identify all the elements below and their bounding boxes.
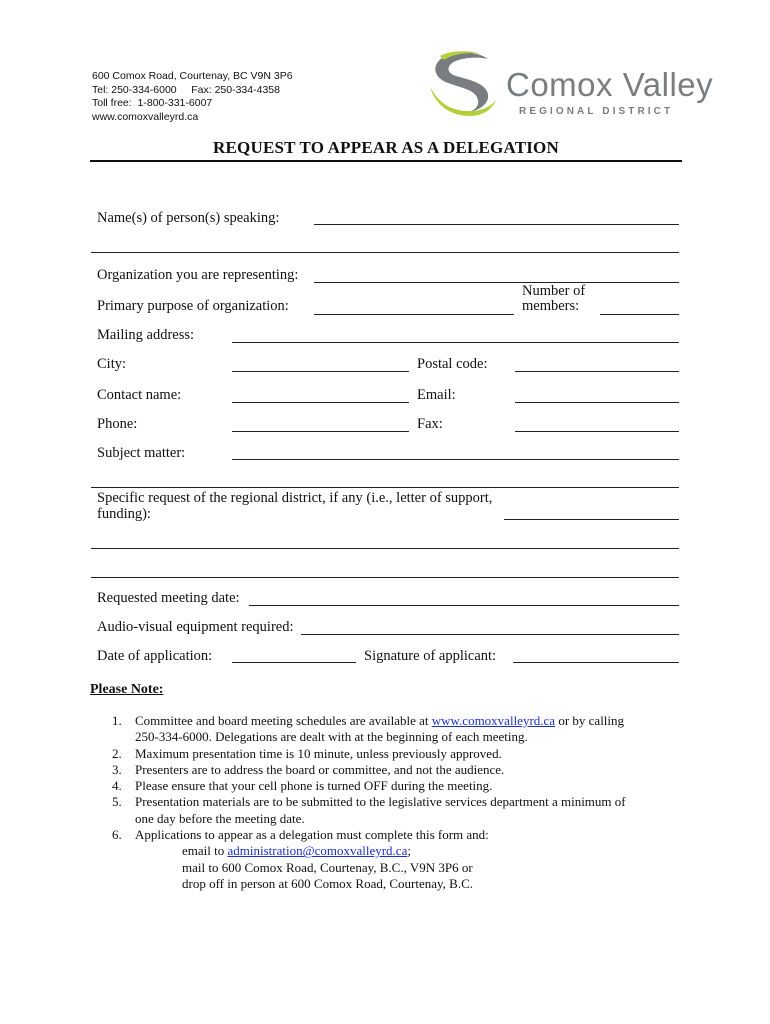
website-line: www.comoxvalleyrd.ca <box>92 110 199 123</box>
city-field[interactable] <box>232 371 409 372</box>
title-divider <box>90 160 682 162</box>
date-of-application-label: Date of application: <box>97 648 213 664</box>
note-text-line2: one day before the meeting date. <box>135 810 305 826</box>
names-speaking-label: Name(s) of person(s) speaking: <box>97 210 280 226</box>
postal-code-field[interactable] <box>515 371 679 372</box>
website-link[interactable]: www.comoxvalleyrd.ca <box>431 713 556 728</box>
specific-request-field[interactable] <box>504 519 679 520</box>
members-label: members: <box>522 298 580 314</box>
note-item <box>90 794 670 827</box>
logo-subtitle: REGIONAL DISTRICT <box>519 106 674 117</box>
admin-email-link[interactable]: administration@comoxvalleyrd.ca <box>227 843 408 859</box>
meeting-date-label: Requested meeting date: <box>97 590 240 606</box>
note-text: or by calling <box>555 713 625 728</box>
contact-name-label: Contact name: <box>97 387 182 403</box>
note-text: Applications to appear as a delegation must complete this form and: <box>135 827 489 843</box>
mailing-address-label: Mailing address: <box>97 327 195 343</box>
submit-dropoff-line: drop off in person at 600 Comox Road, Courtenay, B.C. <box>182 875 474 891</box>
note-text-line2: 250-334-6000. Delegations are dealt with at the beginning of each meeting. <box>135 729 528 745</box>
note-number: 1. <box>112 713 122 728</box>
organization-field[interactable] <box>314 282 679 283</box>
number-of-label: Number of <box>522 283 586 299</box>
logo-name: Comox Valley <box>506 66 714 103</box>
note-item <box>90 827 670 843</box>
note-item <box>90 762 670 778</box>
note-text: Presenters are to address the board or committee, and not the audience. <box>135 761 505 777</box>
address-line: 600 Comox Road, Courtenay, BC V9N 3P6 <box>92 70 293 82</box>
organization-label: Organization you are representing: <box>97 267 299 283</box>
please-note-heading: Please Note: <box>90 682 164 697</box>
note-text: Please ensure that your cell phone is turned OFF during the meeting. <box>135 778 493 794</box>
phone-label: Phone: <box>97 416 138 432</box>
submit-email-line <box>90 843 670 859</box>
postal-code-label: Postal code: <box>417 356 488 372</box>
primary-purpose-field[interactable] <box>314 314 514 315</box>
note-item <box>90 778 670 794</box>
primary-purpose-label: Primary purpose of organization: <box>97 298 289 314</box>
email-label: Email: <box>417 387 456 403</box>
note-text: Maximum presentation time is 10 minute, unless previously approved. <box>135 745 502 761</box>
email-prefix: email to <box>182 843 228 859</box>
email-field[interactable] <box>515 402 679 403</box>
fax-label: Fax: <box>417 416 443 432</box>
mailing-address-field[interactable] <box>232 342 679 343</box>
signature-field[interactable] <box>513 662 679 663</box>
names-speaking-field[interactable] <box>314 224 679 225</box>
av-equipment-label: Audio-visual equipment required: <box>97 619 294 635</box>
contact-name-field[interactable] <box>232 402 409 403</box>
phone-fax-line: Tel: 250-334-6000 Fax: 250-334-4358 <box>92 83 280 96</box>
names-speaking-field-line2[interactable] <box>91 252 679 253</box>
email-suffix: ; <box>407 843 411 859</box>
subject-matter-label: Subject matter: <box>97 445 186 461</box>
number-of-members-field[interactable] <box>600 314 679 315</box>
fax-field[interactable] <box>515 431 679 432</box>
note-text: Committee and board meeting schedules are available at <box>135 713 432 728</box>
specific-request-label: Specific request of the regional district, if any (i.e., letter of support, <box>97 490 493 506</box>
note-number: 4. <box>112 778 122 794</box>
notes-list <box>90 713 670 892</box>
form-title: REQUEST TO APPEAR AS A DELEGATION <box>213 138 559 157</box>
note-item <box>90 746 670 762</box>
date-of-application-field[interactable] <box>232 662 356 663</box>
contact-address-block <box>92 70 293 124</box>
comox-valley-logo <box>426 50 726 120</box>
meeting-date-field[interactable] <box>249 605 679 606</box>
specific-request-field-line3[interactable] <box>91 577 679 578</box>
note-number: 2. <box>112 745 122 761</box>
phone-field[interactable] <box>232 431 409 432</box>
submit-mail-line: mail to 600 Comox Road, Courtenay, B.C., V9N 3P6 or <box>182 859 473 875</box>
signature-label: Signature of applicant: <box>364 648 497 664</box>
note-number: 5. <box>112 794 122 810</box>
av-equipment-field[interactable] <box>301 634 679 635</box>
subject-matter-field[interactable] <box>232 459 679 460</box>
note-number: 6. <box>112 827 122 843</box>
note-text: Presentation materials are to be submitted to the legislative services department a minimum of <box>135 794 626 810</box>
note-number: 3. <box>112 761 122 777</box>
specific-request-label-line2: funding): <box>97 506 151 522</box>
specific-request-field-line2[interactable] <box>91 548 679 549</box>
note-item <box>90 713 670 746</box>
subject-matter-field-line2[interactable] <box>91 487 679 488</box>
toll-free-line: Toll free: 1-800-331-6007 <box>92 97 213 109</box>
city-label: City: <box>97 356 127 372</box>
swoosh-s-logo-icon <box>426 50 504 120</box>
